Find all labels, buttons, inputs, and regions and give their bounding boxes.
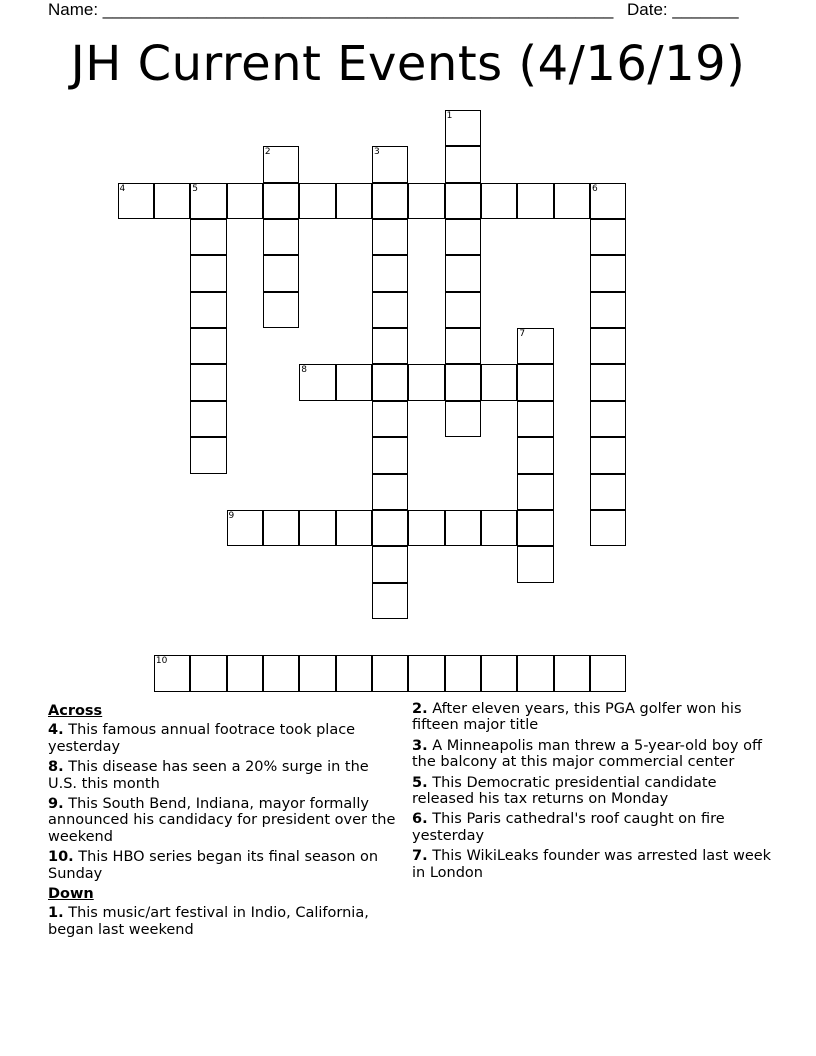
crossword-cell[interactable] [408,510,444,546]
down-heading: Down [48,886,94,903]
crossword-cell[interactable] [517,364,553,400]
crossword-cell[interactable] [445,364,481,400]
page-title: JH Current Events (4/16/19) [70,36,746,92]
crossword-cell[interactable] [445,328,481,364]
crossword-cell[interactable] [372,328,408,364]
crossword-cell[interactable] [336,183,372,219]
crossword-cell[interactable] [336,655,372,691]
crossword-cell[interactable] [445,146,481,182]
crossword-cell[interactable] [590,655,626,691]
crossword-cell[interactable] [372,401,408,437]
crossword-cell[interactable] [263,255,299,291]
crossword-cell[interactable] [154,655,190,691]
crossword-cell[interactable] [408,364,444,400]
crossword-cell[interactable] [590,364,626,400]
crossword-cell[interactable] [590,437,626,473]
crossword-cell[interactable] [554,183,590,219]
crossword-cell[interactable] [590,401,626,437]
crossword-cell[interactable] [590,255,626,291]
crossword-cell[interactable] [190,328,226,364]
date-field[interactable]: Date: _______ [627,0,739,19]
crossword-cell[interactable] [227,183,263,219]
crossword-cell[interactable] [445,292,481,328]
clue-across-4: 4. This famous annual footrace took place yesterday [48,722,356,755]
crossword-cell[interactable] [590,183,626,219]
crossword-cell[interactable] [190,655,226,691]
crossword-cell[interactable] [154,183,190,219]
crossword-cell[interactable] [481,655,517,691]
cell-number: 3 [373,147,380,158]
crossword-cell[interactable] [372,510,408,546]
crossword-cell[interactable] [227,655,263,691]
crossword-cell[interactable] [445,401,481,437]
clue-down-1: 1. This music/art festival in Indio, California, began last weekend [48,905,369,938]
crossword-cell[interactable] [372,255,408,291]
crossword-cell[interactable] [299,183,335,219]
crossword-cell[interactable] [118,183,154,219]
crossword-cell[interactable] [190,364,226,400]
crossword-cell[interactable] [372,292,408,328]
crossword-cell[interactable] [517,655,553,691]
cell-number: 7 [519,329,526,340]
crossword-cell[interactable] [372,546,408,582]
crossword-cell[interactable] [517,183,553,219]
crossword-cell[interactable] [408,183,444,219]
cell-number: 6 [592,183,598,194]
crossword-cell[interactable] [517,510,553,546]
crossword-cell[interactable] [263,183,299,219]
crossword-cell[interactable] [372,146,408,182]
crossword-cell[interactable] [481,183,517,219]
crossword-cell[interactable] [590,219,626,255]
crossword-cell[interactable] [190,183,226,219]
crossword-cell[interactable] [445,255,481,291]
across-heading: Across [48,703,103,719]
crossword-cell[interactable] [445,219,481,255]
cell-number: 4 [119,183,126,194]
cell-number: 5 [192,183,198,194]
crossword-cell[interactable] [481,510,517,546]
crossword-cell[interactable] [372,655,408,691]
cell-number: 10 [155,656,168,667]
across-clue-list [48,722,400,882]
crossword-cell[interactable] [372,583,408,619]
crossword-cell[interactable] [445,510,481,546]
cell-number: 1 [446,111,453,121]
crossword-cell[interactable] [190,292,226,328]
crossword-cell[interactable] [263,292,299,328]
clue-across-8: 8. This disease has seen a 20% surge in the U.S. this month [48,759,369,792]
cell-number: 9 [228,510,235,521]
crossword-cell[interactable] [517,437,553,473]
crossword-cell[interactable] [372,364,408,400]
crossword-cell[interactable] [590,292,626,328]
crossword-cell[interactable] [481,364,517,400]
crossword-cell[interactable] [263,510,299,546]
crossword-cell[interactable] [336,364,372,400]
crossword-cell[interactable] [517,328,553,364]
crossword-cell[interactable] [190,401,226,437]
crossword-cell[interactable] [336,510,372,546]
clue-down-3: 3. A Minneapolis man threw a 5-year-old boy off the balcony at this major commercial center [412,737,762,771]
crossword-cell[interactable] [372,219,408,255]
clue-across-10: 10. This HBO series began its final season on Sunday [48,849,379,882]
crossword-cell[interactable] [445,183,481,219]
crossword-cell[interactable] [517,474,553,510]
crossword-cell[interactable] [445,655,481,691]
crossword-cell[interactable] [445,110,481,146]
crossword-cell[interactable] [408,655,444,691]
crossword-cell[interactable] [190,437,226,473]
crossword-cell[interactable] [190,219,226,255]
crossword-cell[interactable] [263,655,299,691]
crossword-cell[interactable] [590,328,626,364]
crossword-cell[interactable] [590,510,626,546]
crossword-cell[interactable] [299,510,335,546]
clue-across-9: 9. This South Bend, Indiana, mayor formally announced his candidacy for president over the weekend [48,796,396,845]
clue-down-5: 5. This Democratic presidential candidate released his tax returns on Monday [412,774,717,808]
cell-number: 2 [264,147,271,158]
clue-down-7: 7. This WikiLeaks founder was arrested last week in London [412,848,772,881]
crossword-cell[interactable] [590,474,626,510]
clue-down-6: 6. This Paris cathedral's roof caught on fire yesterday [412,811,725,844]
crossword-cell[interactable] [554,655,590,691]
crossword-cell[interactable] [517,546,553,582]
clues-left-column [48,701,400,942]
crossword-cell[interactable] [372,183,408,219]
name-field[interactable]: Name: ______________________________________________________ [48,0,614,19]
crossword-cell[interactable] [517,401,553,437]
cell-number: 8 [301,365,307,376]
clues-right-column [412,701,772,885]
crossword-cell[interactable] [263,219,299,255]
crossword-cell[interactable] [299,364,335,400]
crossword-cell[interactable] [263,146,299,182]
clue-down-2: 2. After eleven years, this PGA golfer won his fifteen major title [412,701,742,734]
crossword-cell[interactable] [227,510,263,546]
crossword-cell[interactable] [299,655,335,691]
crossword-cell[interactable] [372,437,408,473]
crossword-cell[interactable] [372,474,408,510]
crossword-cell[interactable] [190,255,226,291]
